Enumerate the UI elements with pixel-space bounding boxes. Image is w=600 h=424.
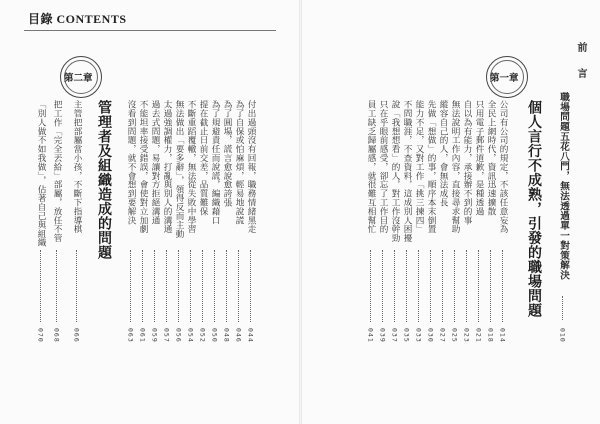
leader-dots bbox=[370, 250, 371, 322]
chapter-2-title[interactable]: 管理者及組織造成的問題 bbox=[96, 100, 112, 260]
page-number: 023 bbox=[462, 328, 471, 343]
page-number: 054 bbox=[186, 328, 195, 343]
leader-dots bbox=[40, 250, 41, 322]
toc-entry[interactable]: 公司有公司的規定，不該任意妄為 bbox=[498, 100, 508, 234]
leader-dots bbox=[166, 250, 167, 322]
preface-leader-dots bbox=[562, 296, 563, 320]
toc-entry[interactable]: 員工缺乏歸屬感，就很難互相幫忙 bbox=[366, 100, 376, 234]
leader-dots bbox=[178, 250, 179, 322]
toc-entry[interactable]: 為了圓場，謊言愈說愈誇張 bbox=[222, 100, 232, 207]
page-number: 030 bbox=[426, 328, 435, 343]
header-rule bbox=[24, 30, 276, 31]
leader-dots bbox=[454, 250, 455, 322]
leader-dots bbox=[418, 250, 419, 322]
toc-entry[interactable]: 無法說明工作內容，直接尋求幫助 bbox=[450, 100, 460, 234]
leader-dots bbox=[502, 250, 503, 322]
toc-entry[interactable]: 太過強調權力，打亂與別人的溝通 bbox=[162, 100, 172, 234]
toc-entry[interactable]: 「別人做不如我做」，佔著自己與組織 bbox=[36, 100, 46, 247]
chapter-2-label: 第二章 bbox=[64, 73, 93, 84]
chapter-1-label: 第一章 bbox=[490, 73, 519, 84]
toc-entry[interactable]: 只在乎眼前感受，卻忘了工作目的 bbox=[378, 100, 388, 234]
page-number: 041 bbox=[366, 328, 375, 343]
toc-entry[interactable]: 為了規避責任而說謊，編織藉口 bbox=[210, 100, 220, 225]
page-number: 014 bbox=[498, 328, 507, 343]
leader-dots bbox=[382, 250, 383, 322]
leader-dots bbox=[430, 250, 431, 322]
page-number: 039 bbox=[378, 328, 387, 343]
toc-entry[interactable]: 主管把部屬當小孩，不斷下指導棋 bbox=[72, 100, 82, 234]
page-number: 037 bbox=[390, 328, 399, 343]
leader-dots bbox=[466, 250, 467, 322]
page-number: 033 bbox=[414, 328, 423, 343]
toc-entry[interactable]: 沒看到問題，就不會想到要解決 bbox=[126, 100, 136, 225]
toc-entry[interactable]: 把工作「完全丟給」部屬，放任不管 bbox=[52, 100, 62, 243]
toc-entry[interactable]: 先做「想做」的事，順序本末倒置 bbox=[426, 100, 436, 234]
toc-entry[interactable]: 縱容自己的人，會無法成長 bbox=[438, 100, 448, 207]
leader-dots bbox=[202, 250, 203, 322]
book-spine bbox=[299, 0, 302, 424]
leader-dots bbox=[238, 250, 239, 322]
page-number: 044 bbox=[246, 328, 255, 343]
toc-entry[interactable]: 無法做出「要多辭」，領得反而主動 bbox=[174, 100, 184, 239]
toc-entry[interactable]: 不斷重蹈覆轍，無法從失敗中學習 bbox=[186, 100, 196, 234]
toc-entry[interactable]: 能力不足，又對工作「挑三揀四」 bbox=[414, 100, 424, 234]
toc-entry[interactable]: 為了自保或怕麻煩，輕易地說謊 bbox=[234, 100, 244, 225]
toc-entry[interactable]: 不能坦率接受錯誤，會使對立加劇 bbox=[138, 100, 148, 234]
leader-dots bbox=[154, 250, 155, 322]
leader-dots bbox=[394, 250, 395, 322]
leader-dots bbox=[130, 250, 131, 322]
page-number: 027 bbox=[438, 328, 447, 343]
preface-entry[interactable]: 職場問題五花八門，無法透過單一對策解決 bbox=[558, 92, 569, 281]
page-number: 068 bbox=[52, 328, 61, 343]
toc-entry[interactable]: 自以為有能力，承接辦不到的事 bbox=[462, 100, 472, 225]
page-number: 025 bbox=[450, 328, 459, 343]
leader-dots bbox=[76, 250, 77, 322]
leader-dots bbox=[250, 250, 251, 322]
leader-dots bbox=[214, 250, 215, 322]
preface-label: 前 言 bbox=[575, 42, 586, 81]
toc-entry[interactable]: 不問職涯，不查資料，這成別人困擾 bbox=[402, 100, 412, 243]
page-number: 063 bbox=[126, 328, 135, 343]
page-number: 050 bbox=[210, 328, 219, 343]
page-header-title: 目錄 CONTENTS bbox=[28, 12, 127, 26]
leader-dots bbox=[190, 250, 191, 322]
leader-dots bbox=[142, 250, 143, 322]
page-number: 048 bbox=[222, 328, 231, 343]
page-number: 052 bbox=[198, 328, 207, 343]
page-number: 021 bbox=[474, 328, 483, 343]
leader-dots bbox=[56, 250, 57, 322]
page-number: 035 bbox=[402, 328, 411, 343]
page-number: 057 bbox=[162, 328, 171, 343]
leader-dots bbox=[226, 250, 227, 322]
chapter-1-title[interactable]: 個人言行不成熟，引發的職場問題 bbox=[526, 100, 542, 318]
page-number: 056 bbox=[174, 328, 183, 343]
toc-entry[interactable]: 全民上網時代，資訊迅速擴散 bbox=[486, 100, 496, 216]
toc-entry[interactable]: 付出過頭沒有回報，職務情緒黑走 bbox=[246, 100, 256, 234]
leader-dots bbox=[406, 250, 407, 322]
page-number: 018 bbox=[486, 328, 495, 343]
toc-entry[interactable]: 提在截止日前交差，品質難保 bbox=[198, 100, 208, 216]
toc-entry[interactable]: 說「我想想看」的人，對工作沒幹勁 bbox=[390, 100, 400, 243]
leader-dots bbox=[490, 250, 491, 322]
page-number: 070 bbox=[36, 328, 45, 343]
preface-page-number: 010 bbox=[558, 328, 567, 343]
page-number: 059 bbox=[150, 328, 159, 343]
page-number: 061 bbox=[138, 328, 147, 343]
toc-entry[interactable]: 只用電子郵件道歉，是種透過 bbox=[474, 100, 484, 216]
page-number: 066 bbox=[72, 328, 81, 343]
toc-entry[interactable]: 過去式問題，易讓對方拒絕溝通 bbox=[150, 100, 160, 225]
page-number: 046 bbox=[234, 328, 243, 343]
leader-dots bbox=[442, 250, 443, 322]
leader-dots bbox=[478, 250, 479, 322]
